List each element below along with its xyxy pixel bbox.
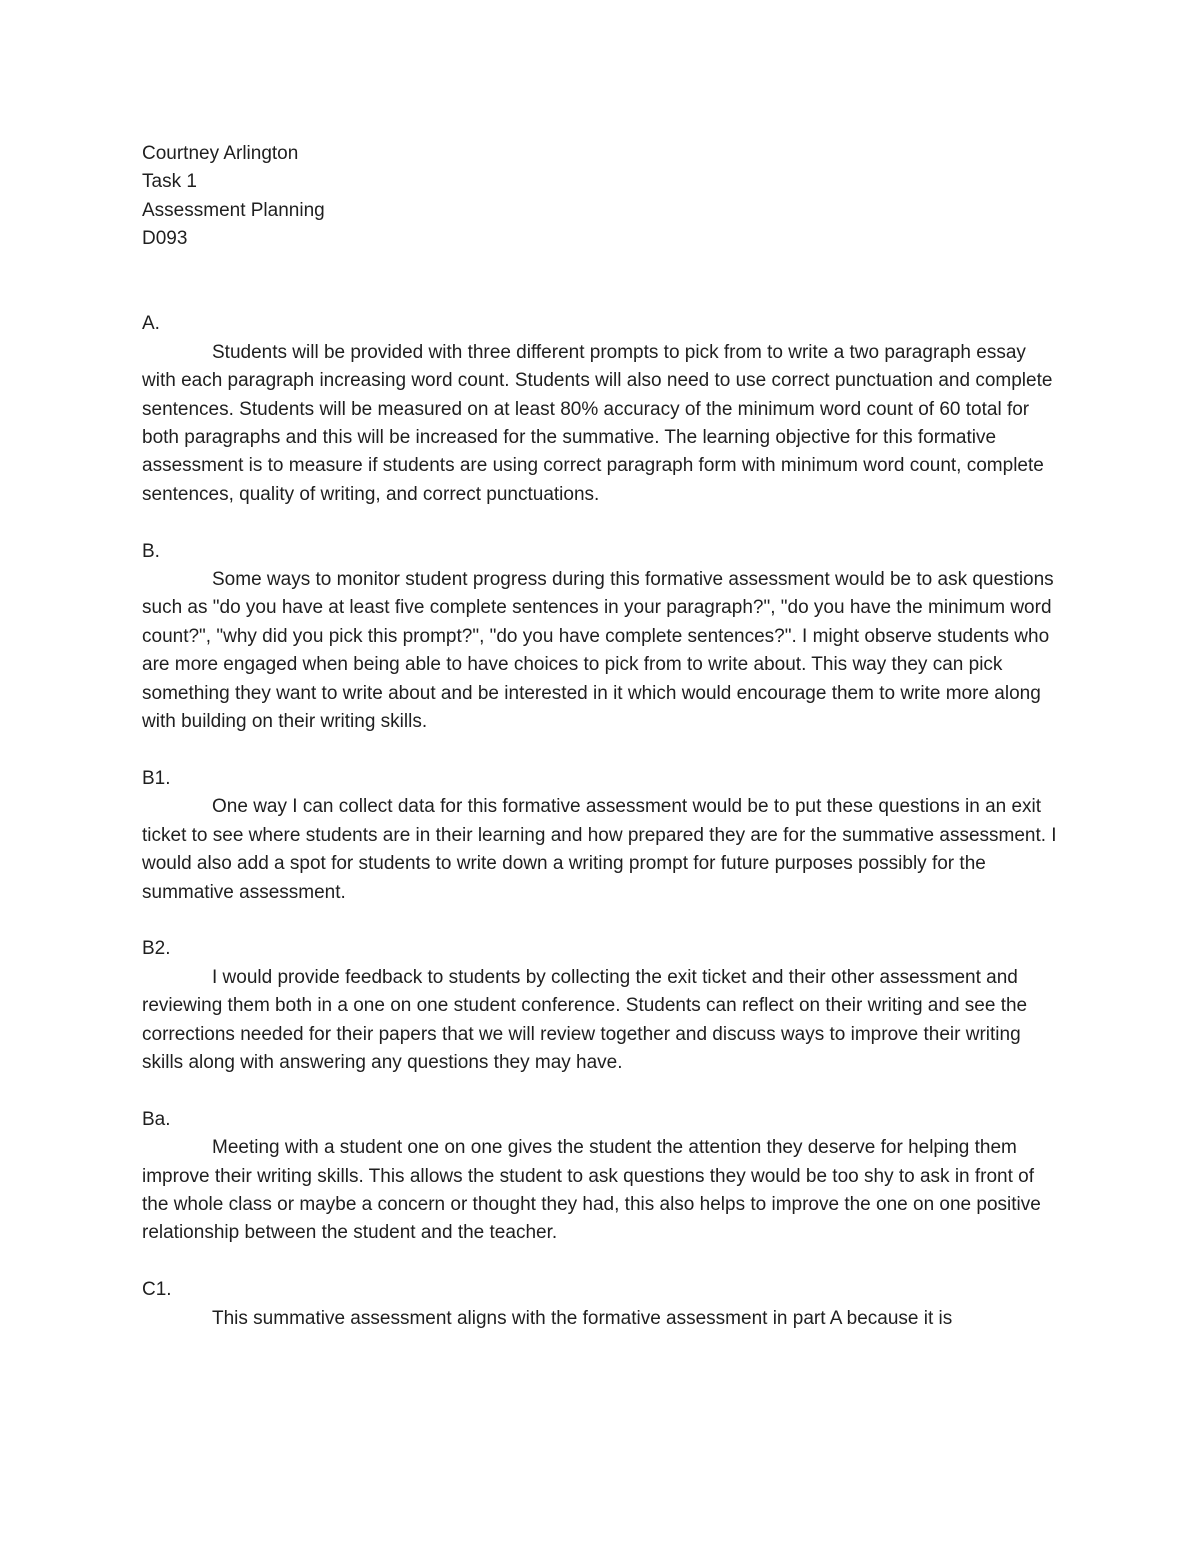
- section-paragraph: Students will be provided with three different prompts to pick from to write a two paragraph essay with each paragraph increasing word count. Students will also need to use correct punctuation and complete sentences. Students will be measured on at least 80% accuracy of the minimum word count of 60 total for both paragraphs and this will be increased for the summative. The learning objective for this formative assessment is to measure if students are using correct paragraph form with minimum word count, complete sentences, quality of writing, and correct punctuations.: [142, 341, 1053, 505]
- section-label: Ba.: [142, 1108, 171, 1130]
- section-paragraph: Some ways to monitor student progress during this formative assessment would be to ask questions such as "do you have at least five complete sentences in your paragraph?", "do you have the minimum word count?", "why did you pick this prompt?", "do you have complete sentences?". I might observe students who are more engaged when being able to have choices to pick from to write about. This way they can pick something they want to write about and be interested in it which would encourage them to write more along with building on their writing skills.: [142, 569, 1054, 733]
- section-b1: [142, 765, 1062, 907]
- section-ba: [142, 1106, 1062, 1248]
- section-b2: [142, 935, 1062, 1077]
- document-header: [142, 140, 1062, 254]
- section-paragraph: Meeting with a student one on one gives the student the attention they deserve for helping them improve their writing skills. This allows the student to ask questions they would be too shy to ask in front of the whole class or maybe a concern or thought they had, this also helps to improve the one on one positive relationship between the student and the teacher.: [142, 1137, 1041, 1244]
- section-paragraph: One way I can collect data for this formative assessment would be to put these questions in an exit ticket to see where students are in their learning and how prepared they are for the summative assessment. I would also add a spot for students to write down a writing prompt for future purposes possibly for the summative assessment.: [142, 796, 1057, 903]
- section-label: B.: [142, 540, 160, 562]
- author-name: Courtney Arlington: [142, 143, 299, 164]
- section-paragraph: I would provide feedback to students by collecting the exit ticket and their other assessment and reviewing them both in a one on one student conference. Students can reflect on their writing and see the corrections needed for their papers that we will review together and discuss ways to improve their writing skills along with answering any questions they may have.: [142, 966, 1028, 1073]
- document-title: Assessment Planning: [142, 199, 325, 221]
- section-label: C1.: [142, 1279, 172, 1301]
- section-label: B1.: [142, 767, 171, 789]
- section-label: B2.: [142, 938, 171, 960]
- course-code: D093: [142, 228, 188, 250]
- section-a: [142, 310, 1062, 509]
- section-label: A.: [142, 313, 160, 335]
- section-c1: [142, 1276, 1062, 1333]
- section-paragraph: This summative assessment aligns with the formative assessment in part A because it is: [212, 1307, 953, 1329]
- section-b: [142, 538, 1062, 737]
- task-label: Task 1: [142, 171, 197, 193]
- document-body: [142, 140, 1062, 1361]
